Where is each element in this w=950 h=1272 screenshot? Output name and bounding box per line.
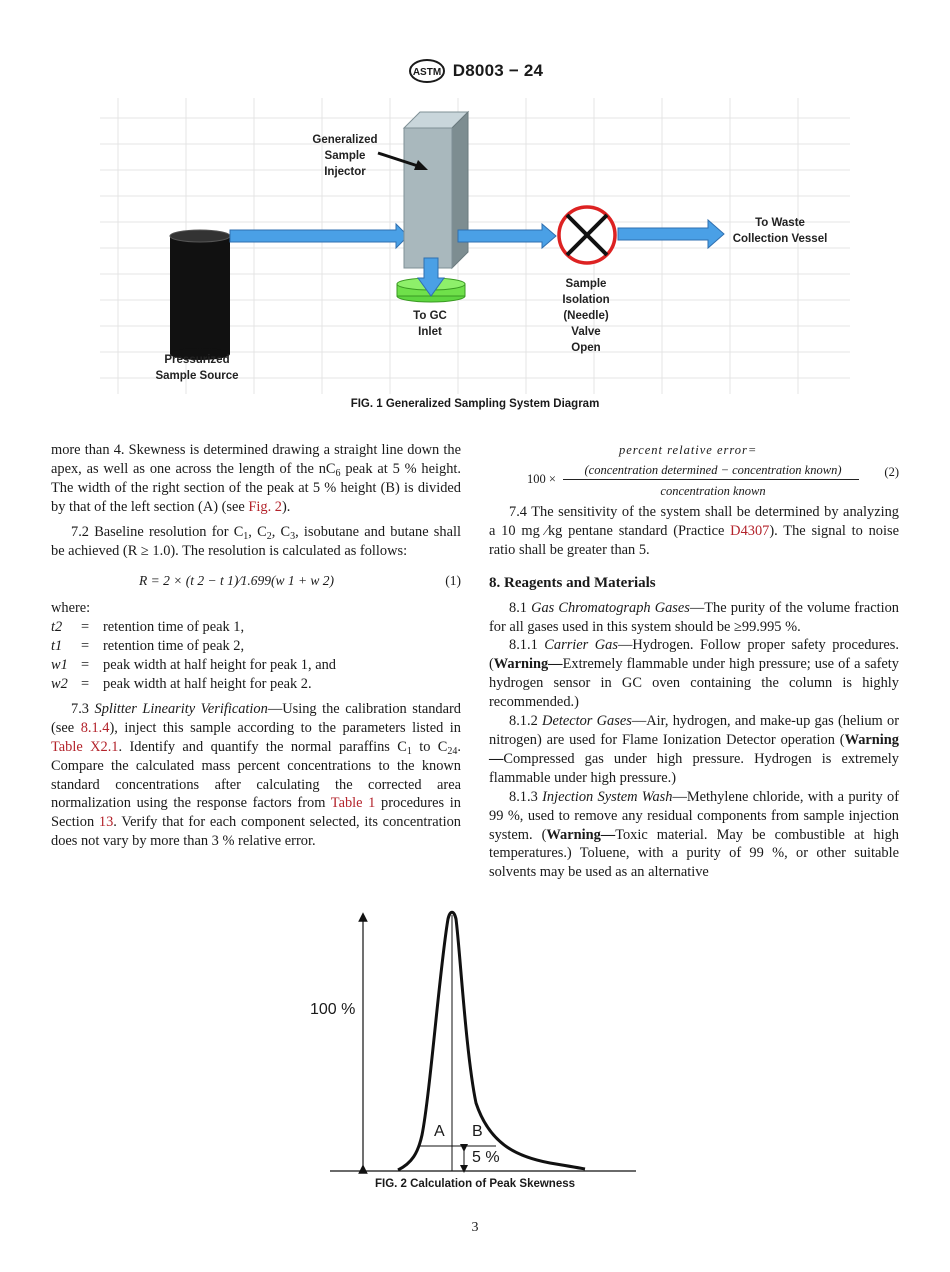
right-column	[489, 441, 899, 882]
svg-text:ASTM: ASTM	[412, 67, 441, 78]
equation-2-denominator: concentration known	[660, 484, 766, 498]
paragraph-skewness: more than 4. Skewness is determined drawing a straight line down the apex, as well as one across the length of the $nC_6$ peak at 5 % height. The width of the right section of the peak at 5 % height (B) is divided by that of the left section (A) (see Fig. 2).	[51, 442, 461, 515]
paragraph-8-1-2: 8.1.2 Detector Gases—Air, hydrogen, and make-up gas (helium or nitrogen) are used for Flame Ionization Detector operation (Warning—Compressed gas under high pressure. Hydrogen is extremely flammable under high pressure.)	[489, 713, 900, 786]
definition-row: t1 = retention time of peak 2,	[51, 638, 245, 655]
document-designation: D8003 − 24	[452, 61, 544, 80]
equation-2-numerator: (concentration determined − concentration known)	[584, 463, 842, 477]
injector-box-icon	[404, 112, 468, 268]
left-column	[51, 441, 461, 851]
paragraph-7-3: 7.3 Splitter Linearity Verification—Using the calibration standard (see 8.1.4), inject this sample according to the parameters listed in Table X2.1. Identify and quantify the normal paraffins $C_1$ to $C_{24}$. Compare the calculated mass percent concentrations to the known standard concentrations after calculating the corrected area normalization using the response factors from Table 1 procedures in Section 13. Verify that for each component selected, its concentration does not vary by more than 3 % relative error.	[51, 700, 461, 850]
sample-cylinder-icon	[170, 230, 230, 360]
link-8-1-4[interactable]: 8.1.4	[80, 719, 110, 736]
figure-1	[100, 98, 850, 394]
label-waste: To Waste Collection Vessel	[732, 217, 828, 245]
link-table-x2-1[interactable]: Table X2.1	[51, 738, 119, 755]
figure-1-caption: FIG. 1 Generalized Sampling System Diagram	[350, 398, 600, 410]
page-number: 3	[471, 1220, 479, 1235]
page-header	[0, 56, 950, 86]
flow-arrow-2	[458, 224, 556, 248]
link-fig-2[interactable]: Fig. 2	[248, 498, 282, 515]
flow-arrow-3	[618, 220, 724, 248]
label-source: Pressurized Sample Source	[155, 354, 239, 382]
paragraph-8-1-1: 8.1.1 Carrier Gas—Hydrogen. Follow proper safety procedures. (Warning—Extremely flammable under high pressure; use of a safety hydrogen sensor in GC oven containing the column is highly recommended.)	[489, 637, 899, 711]
label-b: B	[472, 1123, 483, 1140]
figure-2	[300, 905, 645, 1175]
label-gc-inlet: To GC Inlet	[413, 310, 447, 338]
definition-row: w2 = peak width at half height for peak 2.	[51, 675, 312, 692]
equation-2-fraction-bar	[563, 479, 859, 480]
equation-2-prefix: 100 ×	[527, 472, 556, 486]
label-injector: Generalized Sample Injector	[312, 134, 378, 178]
paragraph-8-1: 8.1 Gas Chromatograph Gases—The purity of the volume fraction for all gases used in this system should be ≥99.995 %.	[489, 599, 899, 635]
paragraph-7-2: 7.2 Baseline resolution for $C_1$, $C_2$, $C_3$, isobutane and butane shall be achieved (R ≥ 1.0). The resolution is calculated as follows:	[51, 523, 461, 559]
equation-2-number: (2)	[884, 465, 899, 479]
astm-logo-icon	[407, 58, 447, 84]
link-table-1[interactable]: Table 1	[330, 795, 376, 812]
needle-valve-icon	[559, 207, 615, 263]
peak-curve	[398, 912, 585, 1170]
flow-arrow-1	[230, 224, 408, 248]
definition-row: w1 = peak width at half height for peak 1, and	[51, 657, 336, 674]
link-section-13[interactable]: 13	[98, 814, 114, 831]
label-5-percent: 5 %	[472, 1149, 500, 1166]
paragraph-8-1-3: 8.1.3 Injection System Wash—Methylene chloride, with a purity of 99 %, used to remove any residual components from sample injection system. (Warning—Toxic material. May be combustible at high temperatures.) Toluene, with a purity of 99 %, or other suitable solvents may be used as an alternative	[489, 788, 899, 881]
label-a: A	[434, 1123, 445, 1140]
equation-2	[489, 441, 899, 499]
equation-1: R = 2 × (t 2 − t 1)⁄1.699(w 1 + w 2) (1)	[139, 573, 461, 589]
section-8-heading: 8. Reagents and Materials	[489, 574, 656, 591]
label-100-percent: 100 %	[310, 1001, 356, 1018]
link-d4307[interactable]: D4307	[730, 522, 770, 539]
equation-2-label: percent relative error=	[619, 443, 758, 457]
where-label: where:	[51, 600, 91, 617]
where-definitions	[51, 618, 461, 694]
label-valve: Sample Isolation (Needle) Valve Open	[562, 278, 610, 354]
figure-2-caption: FIG. 2 Calculation of Peak Skewness	[374, 1178, 576, 1190]
paragraph-7-4: 7.4 The sensitivity of the system shall be determined by analyzing a 10 mg ⁄kg pentane standard (Practice D4307). The signal to noise ratio shall be greater than 5.	[489, 504, 899, 558]
definition-row: t2 = retention time of peak 1,	[51, 619, 245, 636]
